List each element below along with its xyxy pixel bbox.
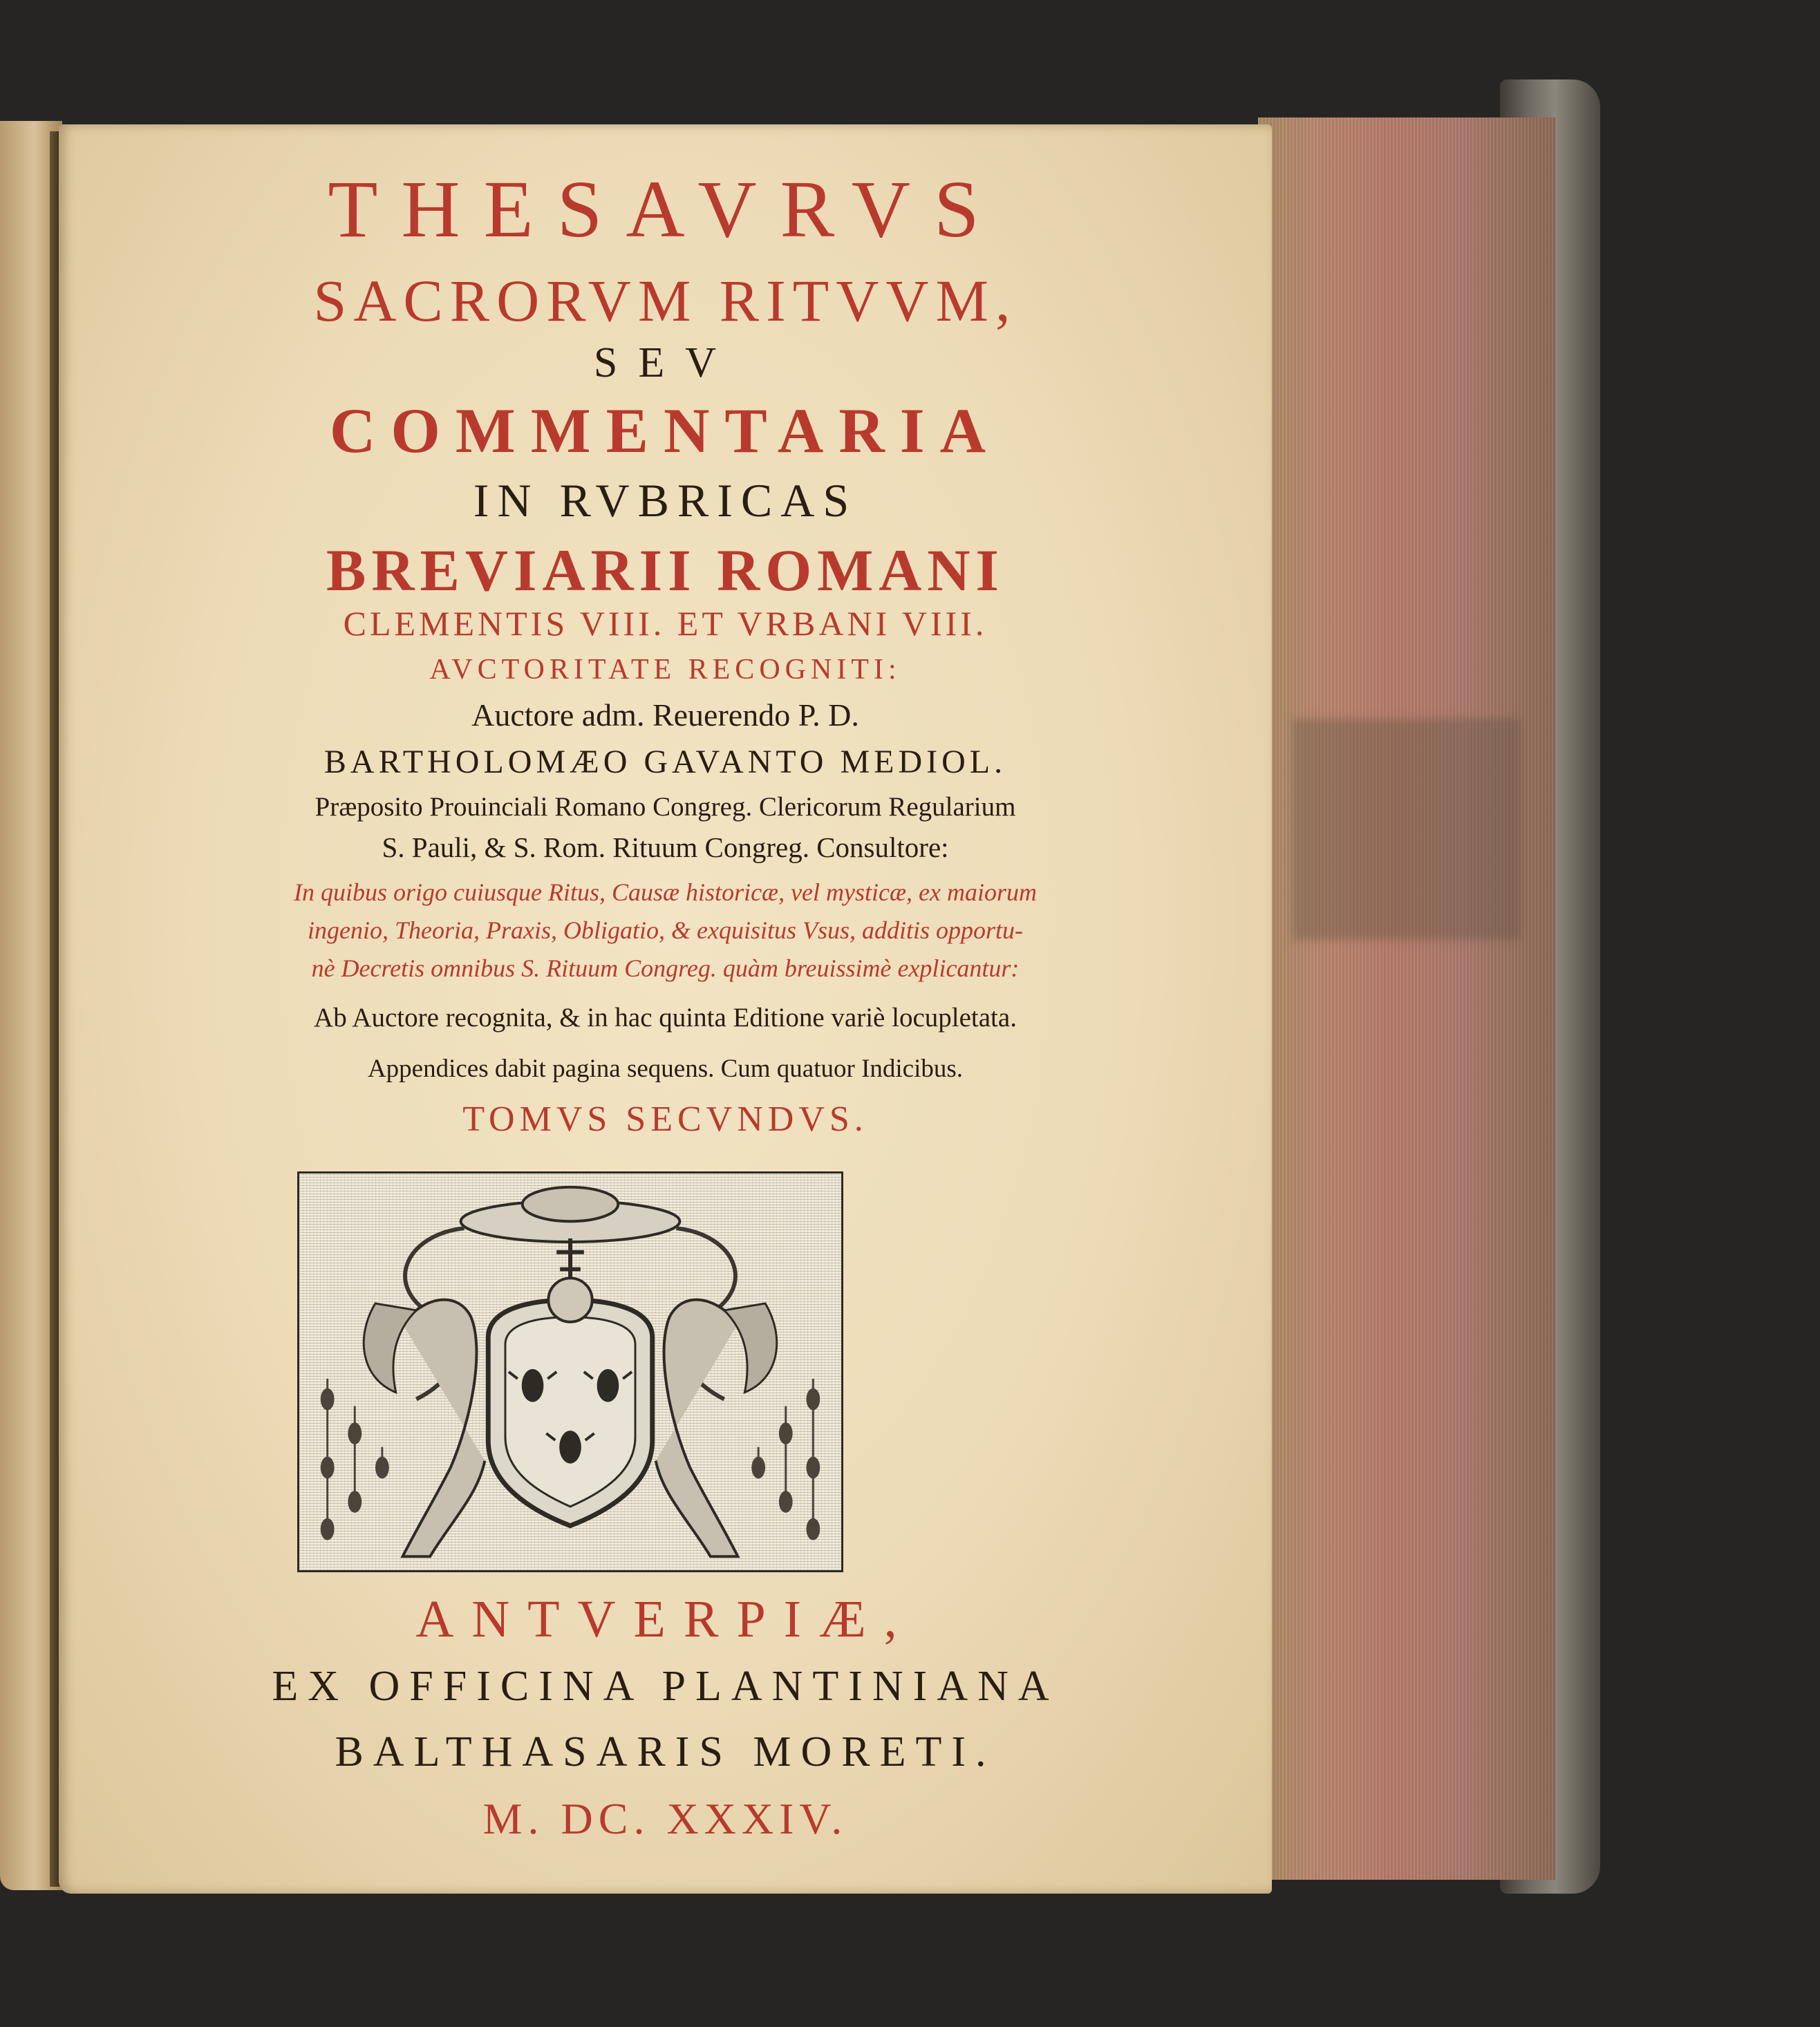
- coat-of-arms-engraving: [297, 1171, 843, 1572]
- edition-line: Ab Auctore recognita, & in hac quinta Editione variè locupletata.: [314, 1003, 1017, 1033]
- imprint-city: ANTVERPIÆ,: [415, 1590, 915, 1648]
- red-fore-edge: [1258, 117, 1555, 1880]
- description-italic-1: In quibus origo cuiusque Ritus, Causæ historicæ, vel mysticæ, ex maiorum: [294, 878, 1037, 906]
- title-line-clementis: CLEMENTIS VIII. ET VRBANI VIII.: [343, 604, 988, 643]
- title-line-thesaurus: THESAVRVS: [328, 164, 1003, 254]
- description-italic-3: nè Decretis omnibus S. Rituum Congreg. quàm breuissimè explicantur:: [311, 954, 1020, 982]
- author-intro-line: Auctore adm. Reuerendo P. D.: [471, 697, 859, 733]
- description-italic-2: ingenio, Theoria, Praxis, Obligatio, & exquisitus Vsus, additis opportu-: [308, 916, 1023, 944]
- imprint-printer: BALTHASARIS MORETI.: [335, 1728, 996, 1775]
- imprint-year: M. DC. XXXIV.: [482, 1794, 848, 1843]
- title-line-breviarii: BREVIARII ROMANI: [326, 537, 1004, 603]
- author-name-line: BARTHOLOMÆO GAVANTO MEDIOL.: [323, 744, 1007, 780]
- title-line-seu: SEV: [593, 339, 738, 386]
- appendices-line: Appendices dabit pagina sequens. Cum quatuor Indicibus.: [367, 1055, 964, 1083]
- coat-of-arms-illustration: [299, 1173, 841, 1570]
- title-line-sacrorum: SACRORVM RITVVM,: [313, 267, 1017, 334]
- title-line-in-rubricas: IN RVBRICAS: [473, 474, 858, 527]
- title-line-auctoritate: AVCTORITATE RECOGNITI:: [429, 654, 901, 686]
- volume-line: TOMVS SECVNDVS.: [462, 1100, 868, 1139]
- imprint-officina: EX OFFICINA PLANTINIANA: [272, 1663, 1059, 1710]
- title-page: [59, 124, 1272, 1894]
- author-office-line: Præposito Prouinciali Romano Congreg. Clericorum Regularium: [315, 792, 1016, 822]
- fore-edge-inscription: [1293, 719, 1521, 940]
- title-line-commentaria: COMMENTARIA: [329, 395, 1002, 466]
- author-consultor-line: S. Pauli, & S. Rom. Rituum Congreg. Consultore:: [382, 831, 949, 863]
